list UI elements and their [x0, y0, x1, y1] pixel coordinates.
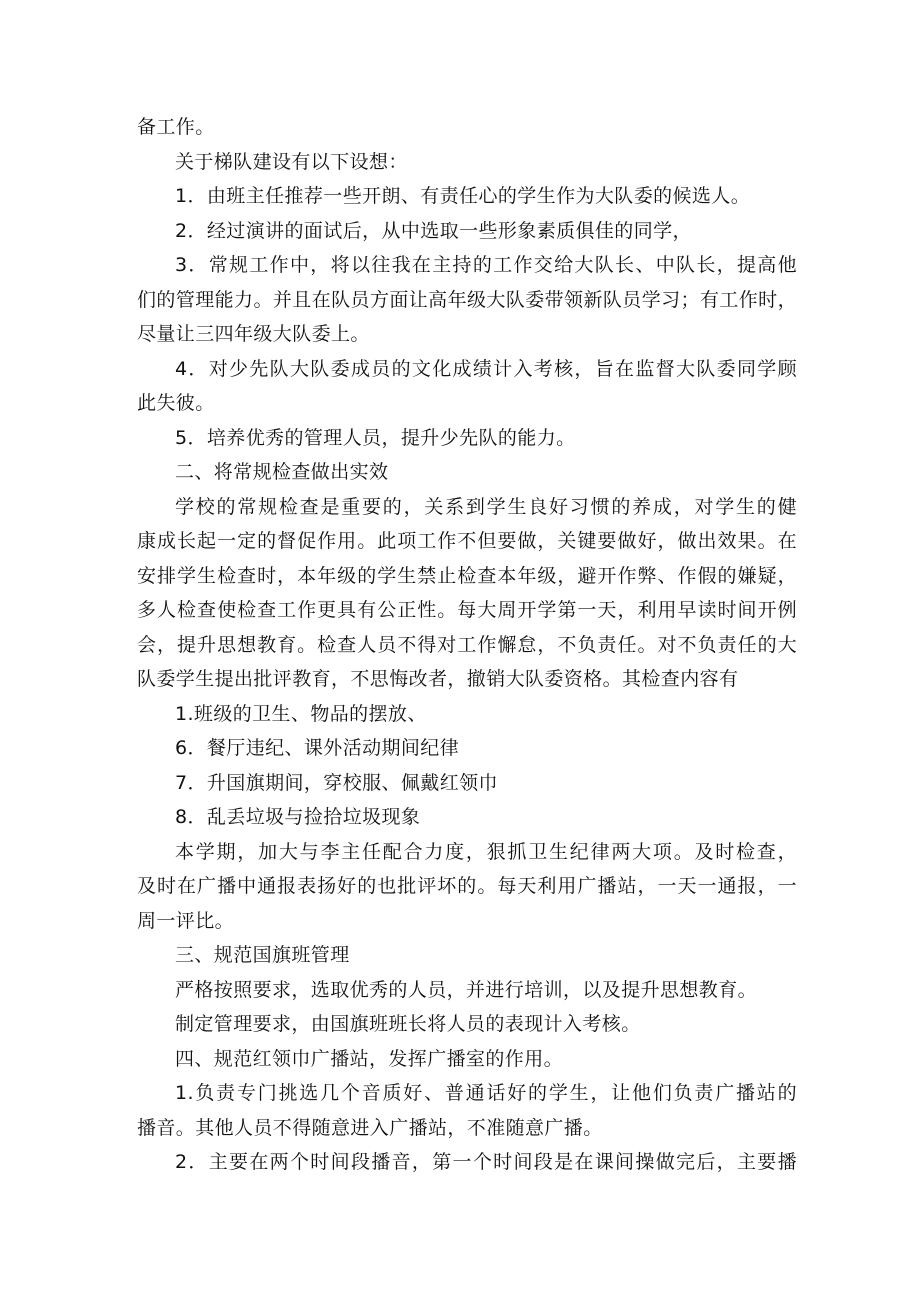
list-item: 1.负责专门挑选几个音质好、普通话好的学生，让他们负责广播站的 [175, 1082, 797, 1104]
paragraph-line: 康成长起一定的督促作用。此项工作不但要做，关键要做好，做出效果。在 [137, 530, 797, 552]
paragraph-line: 安排学生检查时，本年级的学生禁止检查本年级，避开作弊、作假的嫌疑， [137, 564, 797, 587]
paragraph-line: 队委学生提出批评教育，不思悔改者，撤销大队委资格。其检查内容有 [137, 668, 739, 690]
paragraph-line: 此失彼。 [137, 392, 215, 414]
paragraph-line: 及时在广播中通报表扬好的也批评坏的。每天利用广播站，一天一通报，一 [137, 875, 797, 897]
paragraph-line: 尽量让三四年级大队委上。 [137, 323, 370, 345]
list-item: 7．升国旗期间，穿校服、佩戴红领巾 [175, 771, 498, 794]
paragraph-line: 本学期，加大与李主任配合力度，狠抓卫生纪律两大项。及时检查， [175, 840, 797, 863]
document-body [137, 110, 797, 1180]
list-item: 1.班级的卫生、物品的摆放、 [175, 702, 427, 725]
paragraph-line: 备工作。 [137, 116, 215, 138]
list-item: 2．经过演讲的面试后，从中选取一些形象素质俱佳的同学， [175, 219, 692, 242]
list-item: 6．餐厅违纪、课外活动期间纪律 [175, 737, 460, 759]
list-item: 5．培养优秀的管理人员，提升少先队的能力。 [175, 426, 576, 449]
paragraph-line: 学校的常规检查是重要的，关系到学生良好习惯的养成，对学生的健 [175, 495, 797, 518]
paragraph-line: 们的管理能力。并且在队员方面让高年级大队委带领新队员学习；有工作时， [137, 288, 797, 311]
list-item: 2．主要在两个时间段播音，第一个时间段是在课间操做完后，主要播 [175, 1151, 797, 1173]
section-heading: 四、规范红领巾广播站，发挥广播室的作用。 [175, 1047, 564, 1070]
section-heading: 二、将常规检查做出实效 [175, 461, 389, 483]
list-item: 3．常规工作中，将以往我在主持的工作交给大队长、中队长，提高他 [175, 254, 797, 276]
list-item: 8．乱丢垃圾与捡拾垃圾现象 [175, 806, 421, 828]
paragraph-line: 播音。其他人员不得随意进入广播站，不准随意广播。 [137, 1116, 603, 1139]
section-heading: 三、规范国旗班管理 [175, 944, 350, 966]
list-item: 4．对少先队大队委成员的文化成绩计入考核，旨在监督大队委同学顾 [175, 357, 797, 380]
paragraph-line: 关于梯队建设有以下设想： [175, 150, 408, 173]
paragraph-line: 制定管理要求，由国旗班班长将人员的表现计入考核。 [175, 1013, 641, 1035]
list-item: 1．由班主任推荐一些开朗、有责任心的学生作为大队委的候选人。 [175, 185, 751, 207]
paragraph-line: 周一评比。 [137, 909, 235, 932]
paragraph-line: 严格按照要求，选取优秀的人员，并进行培训，以及提升思想教育。 [175, 978, 758, 1001]
paragraph-line: 会，提升思想教育。检查人员不得对工作懈怠，不负责任。对不负责任的大 [137, 633, 797, 656]
paragraph-line: 多人检查使检查工作更具有公正性。每大周开学第一天，利用早读时间开例 [137, 599, 797, 621]
